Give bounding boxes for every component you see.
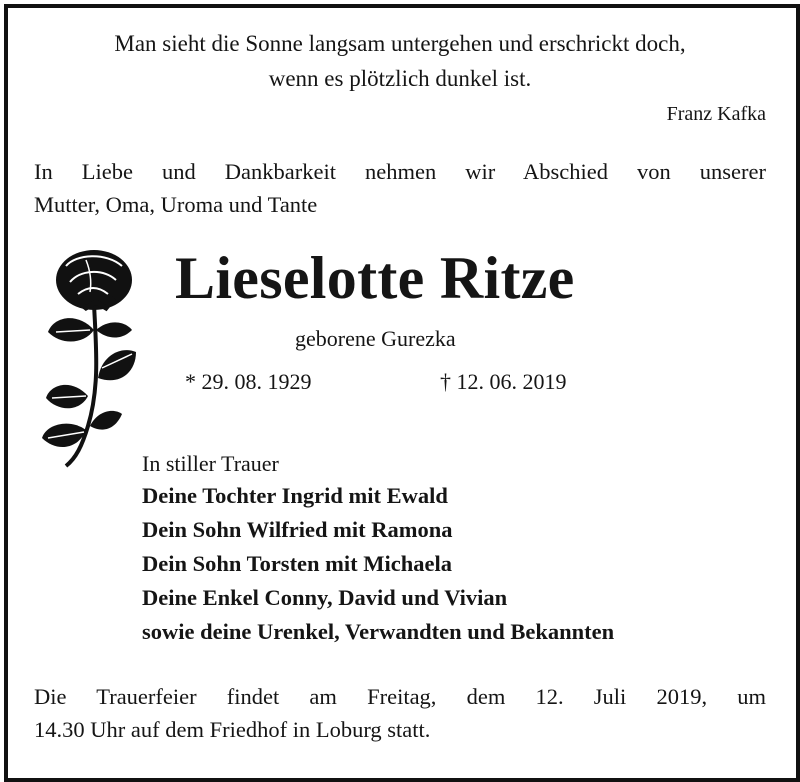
birth-date: * 29. 08. 1929 <box>185 369 312 394</box>
service-line-2: 14.30 Uhr auf dem Friedhof in Loburg statt. <box>34 717 431 742</box>
mourner-line: Deine Tochter Ingrid mit Ewald <box>142 483 448 508</box>
mourner-line: sowie deine Urenkel, Verwandten und Bekannten <box>142 619 615 644</box>
death-date: † 12. 06. 2019 <box>440 369 567 394</box>
quote-line-2: wenn es plötzlich dunkel ist. <box>268 66 532 91</box>
intro-line-1: In Liebe und Dankbarkeit nehmen wir Abschied von unserer <box>34 159 766 184</box>
quote-line-1: Man sieht die Sonne langsam untergehen und erschrickt doch, <box>114 31 686 56</box>
mourner-line: Dein Sohn Torsten mit Michaela <box>142 551 453 576</box>
quote-author: Franz Kafka <box>666 103 766 125</box>
service-line-1: Die Trauerfeier findet am Freitag, dem 12. Juli 2019, um <box>34 684 766 709</box>
mourner-line: Deine Enkel Conny, David und Vivian <box>142 585 508 610</box>
birth-name: geborene Gurezka <box>295 326 456 351</box>
deceased-name: Lieselotte Ritze <box>175 245 575 311</box>
mourner-line: Dein Sohn Wilfried mit Ramona <box>142 517 453 542</box>
rose-icon <box>36 246 146 468</box>
mourners-heading: In stiller Trauer <box>142 451 279 476</box>
intro-line-2: Mutter, Oma, Uroma und Tante <box>34 192 318 217</box>
